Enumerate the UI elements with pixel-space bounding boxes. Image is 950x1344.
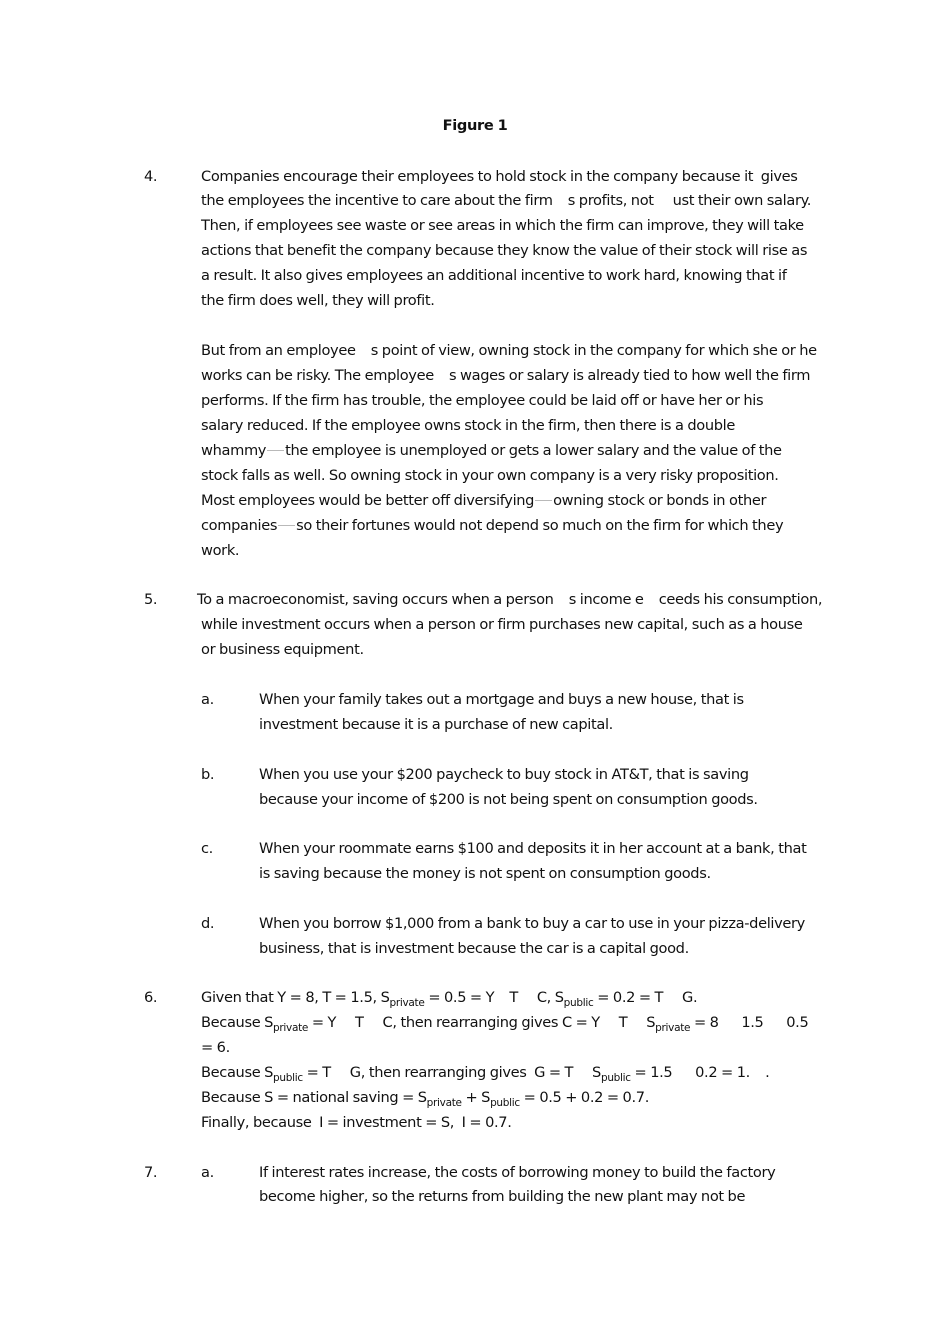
subscript: public bbox=[273, 1072, 303, 1084]
text-span: Most employees would be better off diversifying bbox=[201, 492, 535, 509]
text-span: = T G, then rearranging gives G = T S bbox=[302, 1064, 601, 1081]
paragraph-line: a result. It also gives employees an additional incentive to work hard, knowing that if bbox=[201, 267, 787, 284]
paragraph-line: investment because it is a purchase of new capital. bbox=[259, 716, 613, 733]
paragraph-line bbox=[201, 491, 766, 511]
paragraph-line: the employees the incentive to care about the firm s profits, not ust their own salary. bbox=[201, 192, 812, 209]
paragraph-line: while investment occurs when a person or firm purchases new capital, such as a house bbox=[201, 616, 803, 633]
paragraph-line: salary reduced. If the employee owns stock in the firm, then there is a double bbox=[201, 417, 735, 434]
question-number: 7. bbox=[144, 1164, 158, 1181]
paragraph-line: the firm does well, they will profit. bbox=[201, 292, 435, 309]
equation-line: Finally, because I = investment = S, I = 0.7. bbox=[201, 1114, 512, 1131]
equation-line bbox=[201, 988, 697, 1008]
question-number: 4. bbox=[144, 168, 158, 185]
text-span: = 1.5 0.2 = 1. . bbox=[630, 1064, 770, 1081]
text-span: = Y T C, then rearranging gives C = Y T S bbox=[308, 1014, 656, 1031]
text-span: owning stock or bonds in other bbox=[553, 492, 767, 509]
paragraph-line: If interest rates increase, the costs of borrowing money to build the factory bbox=[259, 1164, 776, 1181]
paragraph-line: because your income of $200 is not being spent on consumption goods. bbox=[259, 791, 758, 808]
paragraph-line: performs. If the firm has trouble, the employee could be laid off or have her or his bbox=[201, 392, 764, 409]
paragraph-line: Then, if employees see waste or see areas in which the firm can improve, they will take bbox=[201, 217, 804, 234]
text-span: Because S bbox=[201, 1064, 274, 1081]
em-dash bbox=[267, 450, 284, 451]
text-span: whammy bbox=[201, 442, 267, 459]
text-span: + S bbox=[461, 1089, 491, 1106]
subscript: public bbox=[563, 997, 594, 1009]
paragraph-line: When your roommate earns $100 and deposits it in her account at a bank, that bbox=[259, 840, 807, 857]
text-span: Because S bbox=[201, 1014, 274, 1031]
equation-line bbox=[201, 1013, 808, 1033]
subscript: public bbox=[600, 1072, 631, 1084]
figure-title: Figure 1 bbox=[442, 117, 508, 134]
paragraph-line: or business equipment. bbox=[201, 641, 364, 658]
text-span: = 0.5 = Y T C, S bbox=[424, 989, 564, 1006]
paragraph-line: When you borrow $1,000 from a bank to buy a car to use in your pizza-delivery bbox=[259, 915, 805, 932]
sub-item-label: a. bbox=[201, 1164, 214, 1181]
paragraph-line: is saving because the money is not spent on consumption goods. bbox=[259, 865, 711, 882]
paragraph-line: become higher, so the returns from building the new plant may not be bbox=[259, 1188, 746, 1205]
subscript: private bbox=[655, 1022, 691, 1034]
paragraph-line: stock falls as well. So owning stock in your own company is a very risky proposition. bbox=[201, 467, 779, 484]
paragraph-line: But from an employee s point of view, owning stock in the company for which she or he bbox=[201, 342, 817, 359]
subscript: private bbox=[273, 1022, 309, 1034]
question-number: 5. bbox=[144, 591, 158, 608]
text-span: Given that Y = 8, T = 1.5, S bbox=[201, 989, 390, 1006]
paragraph-line bbox=[201, 441, 782, 461]
text-span: Because S = national saving = S bbox=[201, 1089, 427, 1106]
paragraph-line: When your family takes out a mortgage and buys a new house, that is bbox=[259, 691, 744, 708]
paragraph-line: actions that benefit the company because they know the value of their stock will rise as bbox=[201, 242, 808, 259]
paragraph-line: business, that is investment because the car is a capital good. bbox=[259, 940, 689, 957]
paragraph-line bbox=[201, 516, 783, 536]
text-span: the employee is unemployed or gets a lower salary and the value of the bbox=[285, 442, 782, 459]
sub-item-label: c. bbox=[201, 840, 213, 857]
equation-line bbox=[201, 1063, 769, 1083]
text-span: = 0.2 = T G. bbox=[593, 989, 698, 1006]
text-span: = 8 1.5 0.5 bbox=[690, 1014, 809, 1031]
text-span: companies bbox=[201, 517, 278, 534]
paragraph-line: Companies encourage their employees to hold stock in the company because it gives bbox=[201, 168, 798, 185]
paragraph-line: To a macroeconomist, saving occurs when a person s income e ceeds his consumption, bbox=[197, 591, 823, 608]
paragraph-line: work. bbox=[201, 542, 240, 559]
equation-line bbox=[201, 1088, 649, 1108]
sub-item-label: b. bbox=[201, 766, 215, 783]
text-span: so their fortunes would not depend so much on the firm for which they bbox=[296, 517, 784, 534]
text-span: = 0.5 + 0.2 = 0.7. bbox=[519, 1089, 649, 1106]
em-dash bbox=[535, 500, 552, 501]
sub-item-label: a. bbox=[201, 691, 214, 708]
equation-line: = 6. bbox=[201, 1039, 230, 1056]
paragraph-line: works can be risky. The employee s wages or salary is already tied to how well the firm bbox=[201, 367, 811, 384]
paragraph-line: When you use your $200 paycheck to buy stock in AT&T, that is saving bbox=[259, 766, 749, 783]
subscript: private bbox=[426, 1097, 462, 1109]
subscript: public bbox=[490, 1097, 520, 1109]
question-number: 6. bbox=[144, 989, 158, 1006]
em-dash bbox=[278, 525, 295, 526]
subscript: private bbox=[389, 997, 425, 1009]
sub-item-label: d. bbox=[201, 915, 215, 932]
